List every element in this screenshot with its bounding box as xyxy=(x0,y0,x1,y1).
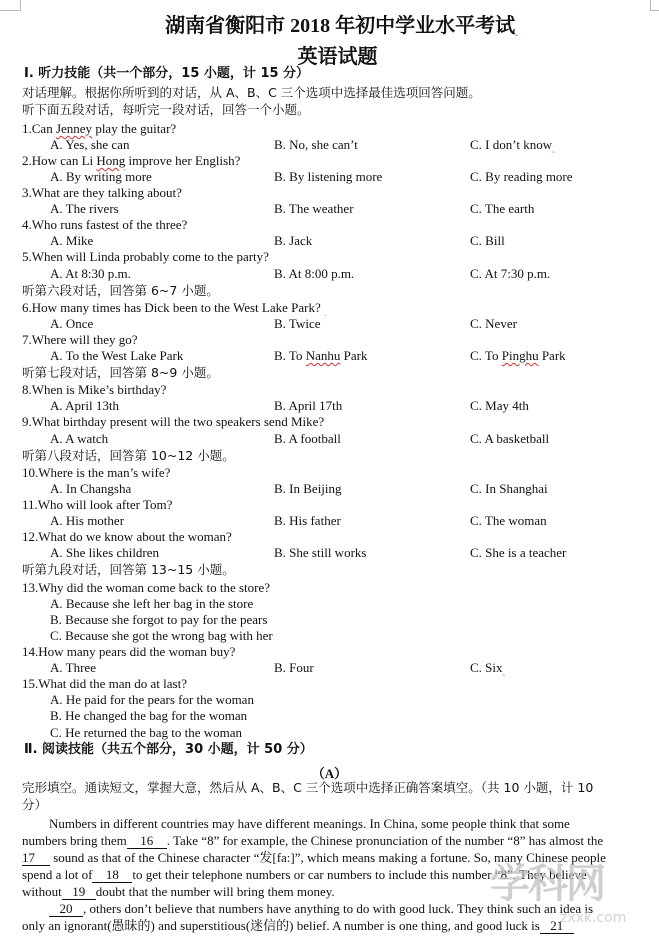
spellcheck-mark-icon: ˷ xyxy=(552,144,555,153)
passage-text: sound as that of the Chinese character “发[fa:]”, which means making a fortune. So, many Chinese people xyxy=(53,850,606,865)
passage-text: only an ignorant(愚昧的) and superstitious(迷信的) belief. A number is one thing, and good luck is xyxy=(22,918,540,933)
question-4: 4.Who runs fastest of the three? xyxy=(22,217,188,232)
question-9-option-a: A. A watch xyxy=(50,431,109,446)
passage-line: Numbers in different countries may have different meanings. In China, some people think that some xyxy=(49,816,570,831)
watermark-logo: 学科网 xyxy=(490,861,604,907)
question-10: 10.Where is the man’s wife? xyxy=(22,465,171,480)
passage-text: , others don’t believe that numbers have anything to do with good luck. They think such an idea is xyxy=(83,901,594,916)
question-12-option-b: B. She still works xyxy=(274,545,367,560)
question-1-option-a: A. Yes, she can xyxy=(50,137,130,152)
question-8-option-a: A. April 13th xyxy=(50,398,119,413)
question-11-option-c: C. The woman xyxy=(470,513,547,528)
question-8-option-c: C. May 4th xyxy=(470,398,529,413)
spellcheck-mark-icon: ˷ xyxy=(502,667,506,676)
question-15-option-b: B. He changed the bag for the woman xyxy=(50,708,248,723)
dialog-header-8: 听第八段对话，回答第 10~12 小题。 xyxy=(22,448,235,463)
question-3: 3.What are they talking about? xyxy=(22,185,182,200)
document-title xyxy=(12,9,659,38)
question-13-option-b: B. Because she forgot to pay for the pears xyxy=(50,612,268,627)
question-14-option-c-text: C. Six xyxy=(470,660,503,675)
passage-text: without xyxy=(22,884,62,899)
passage-text: doubt that the number will bring them money. xyxy=(95,884,335,899)
part2-heading: Ⅱ. 阅读技能（共五个部分，30 小题，计 50 分） xyxy=(24,742,313,757)
question-14: 14.How many pears did the woman buy? xyxy=(22,644,236,659)
question-2: 2.How can Li Hong improve her English? xyxy=(22,153,241,168)
question-5-option-b: B. At 8:00 p.m. xyxy=(274,266,355,281)
passage-text: spend a lot of xyxy=(22,867,93,882)
question-9-option-c: C. A basketball xyxy=(470,431,550,446)
passage-text: numbers bring them xyxy=(22,833,127,848)
question-5-option-a: A. At 8:30 p.m. xyxy=(50,266,131,281)
dialog-header-7: 听第七段对话，回答第 8~9 小题。 xyxy=(22,365,219,380)
spellcheck-word: Hong xyxy=(96,153,126,168)
question-8-option-b: B. April 17th xyxy=(274,398,343,413)
question-3-option-c: C. The earth xyxy=(470,201,535,216)
passage-line xyxy=(22,917,650,934)
question-14-option-a: A. Three xyxy=(50,660,96,675)
question-2-option-c: C. By reading more xyxy=(470,169,573,184)
question-1-option-c-text: C. I don’t know xyxy=(470,137,553,152)
part1-instruction: 对话理解。根据你所听到的对话，从 A、B、C 三个选项中选择最佳选项回答问题。 xyxy=(22,85,481,100)
dialog-header-9: 听第九段对话，回答第 13~15 小题。 xyxy=(22,562,235,577)
blank-21: 21 xyxy=(540,919,574,934)
passage-line xyxy=(22,832,650,849)
question-7-option-b: B. To Nanhu Park xyxy=(274,348,368,363)
section-a-instruction-line2: 分） xyxy=(22,797,48,812)
question-4-option-b: B. Jack xyxy=(274,233,313,248)
question-14-option-b: B. Four xyxy=(274,660,314,675)
question-6-option-c: C. Never xyxy=(470,316,517,331)
question-8: 8.When is Mike’s birthday? xyxy=(22,382,167,397)
question-15-option-a: A. He paid for the pears for the woman xyxy=(50,692,254,707)
passage-line xyxy=(22,883,650,900)
question-15: 15.What did the man do at last? xyxy=(22,676,187,691)
question-7: 7.Where will they go? xyxy=(22,332,138,347)
question-9: 9.What birthday present will the two speakers send Mike? xyxy=(22,414,325,429)
question-4-option-c: C. Bill xyxy=(470,233,505,248)
document-title-text: 湖南省衡阳市 2018 年初中学业水平考试 xyxy=(165,15,516,37)
blank-18: 18 xyxy=(92,868,132,883)
section-a-label: （A） xyxy=(311,766,348,781)
part1-subinstruction: 听下面五段对话，每听完一段对话，回答一个小题。 xyxy=(22,102,310,117)
blank-17: 17 xyxy=(22,851,50,866)
spellcheck-word: Nanhu xyxy=(305,348,341,363)
question-3-option-b: B. The weather xyxy=(274,201,354,216)
question-13-option-a: A. Because she left her bag in the store xyxy=(50,596,254,611)
spellcheck-mark-icon: ˷ xyxy=(515,27,518,36)
question-1-option-c xyxy=(470,137,555,157)
passage-line xyxy=(22,866,650,883)
question-10-option-c: C. In Shanghai xyxy=(470,481,548,496)
question-5-option-c: C. At 7:30 p.m. xyxy=(470,266,551,281)
dialog-header-6: 听第六段对话，回答第 6~7 小题。 xyxy=(22,283,219,298)
passage-text: to get their telephone numbers or car numbers to include this number “8”. They believe xyxy=(132,867,587,882)
question-14-option-c xyxy=(470,660,505,680)
question-1-option-b: B. No, she can’t xyxy=(274,137,358,152)
question-6-option-b: B. Twice xyxy=(274,316,321,331)
question-10-option-b: B. In Beijing xyxy=(274,481,342,496)
question-6-text: 6.How many times has Dick been to the West Lake Park? xyxy=(22,300,321,315)
question-11-option-b: B. His father xyxy=(274,513,341,528)
question-5: 5.When will Linda probably come to the party? xyxy=(22,249,269,264)
spellcheck-word: Jenney xyxy=(55,121,93,136)
part1-heading: Ⅰ. 听力技能（共一个部分，15 小题，计 15 分） xyxy=(24,66,310,81)
question-11: 11.Who will look after Tom? xyxy=(22,497,173,512)
question-13: 13.Why did the woman come back to the store? xyxy=(22,580,271,595)
passage-line xyxy=(22,849,650,866)
blank-20: 20 xyxy=(49,902,83,917)
watermark-url: zxxk.com xyxy=(560,910,627,926)
question-12-option-a: A. She likes children xyxy=(50,545,160,560)
document-subtitle: 英语试题 xyxy=(297,46,378,68)
question-13-option-c: C. Because she got the wrong bag with her xyxy=(50,628,273,643)
question-3-option-a: A. The rivers xyxy=(50,201,119,216)
cloze-passage xyxy=(22,815,650,934)
question-12: 12.What do we know about the woman? xyxy=(22,529,232,544)
question-7-option-a: A. To the West Lake Park xyxy=(50,348,184,363)
question-11-option-a: A. His mother xyxy=(50,513,125,528)
question-12-option-c: C. She is a teacher xyxy=(470,545,567,560)
question-10-option-a: A. In Changsha xyxy=(50,481,132,496)
blank-16: 16 xyxy=(127,834,167,849)
spellcheck-mark-icon: ˎ xyxy=(323,307,327,316)
passage-line xyxy=(22,900,650,917)
blank-19: 19 xyxy=(62,885,96,900)
passage-text: . Take “8” for example, the Chinese pronunciation of the number “8” has almost the xyxy=(166,833,604,848)
question-1: 1.Can Jenney play the guitar? xyxy=(22,121,177,136)
question-4-option-a: A. Mike xyxy=(50,233,94,248)
spellcheck-word: Pinghu xyxy=(501,348,539,363)
section-a-instruction-line1: 完形填空。通读短文，掌握大意，然后从 A、B、C 三个选项中选择正确答案填空。（共 10 小题，计 10 xyxy=(22,780,594,795)
question-15-option-c: C. He returned the bag to the woman xyxy=(50,725,243,740)
question-6-option-a: A. Once xyxy=(50,316,94,331)
question-7-option-c: C. To Pinghu Park xyxy=(470,348,566,363)
question-2-option-a: A. By writing more xyxy=(50,169,152,184)
question-9-option-b: B. A football xyxy=(274,431,341,446)
question-2-option-b: B. By listening more xyxy=(274,169,383,184)
